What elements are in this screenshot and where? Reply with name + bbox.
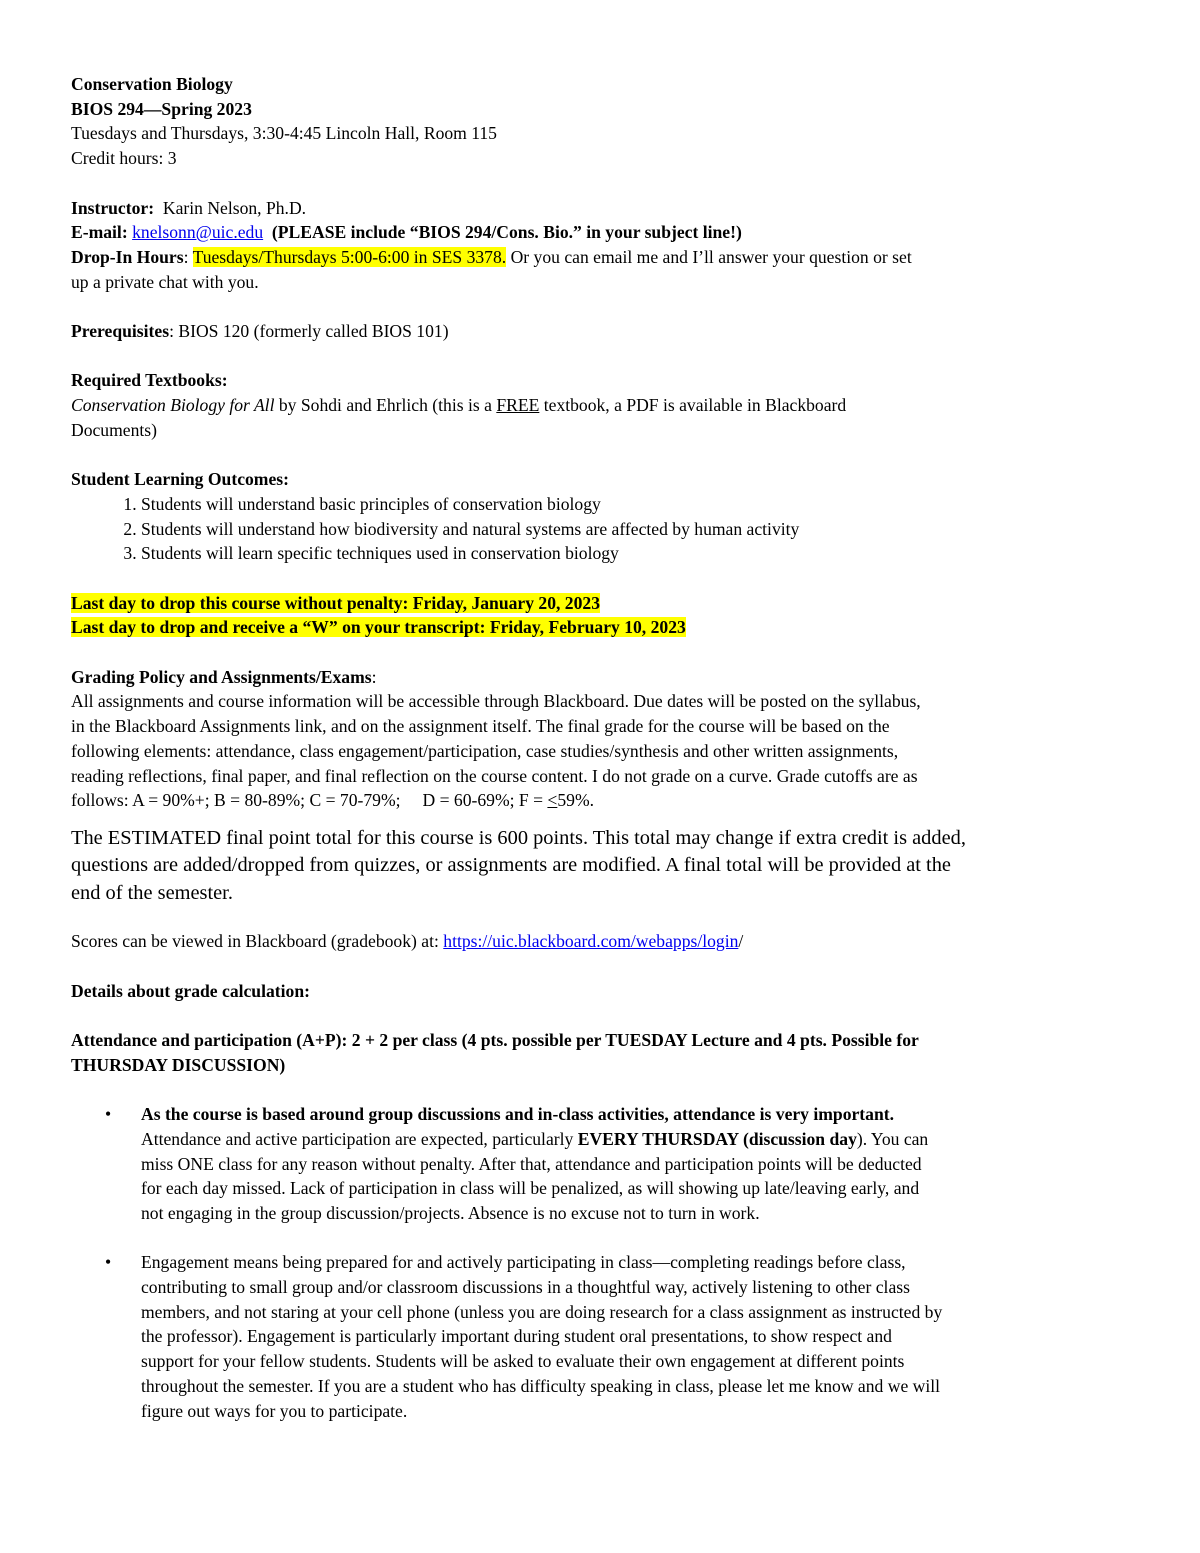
textbook-title: Conservation Biology for All xyxy=(71,395,275,416)
attendance-text xyxy=(141,1127,1131,1152)
attendance-text-a: Attendance and active participation are expected, particularly xyxy=(141,1128,578,1149)
attendance-text: for each day missed. Lack of participation in class will be penalized, as will showing up late/leaving early, and xyxy=(141,1178,920,1199)
estimate-text: questions are added/dropped from quizzes, or assignments are modified. A final total will be provided at the xyxy=(71,854,951,877)
drop-deadline-text: Last day to drop this course without penalty: Friday, January 20, 2023 xyxy=(71,592,600,613)
list-item xyxy=(105,1102,1131,1226)
syllabus-page xyxy=(71,72,1131,1423)
free-label: FREE xyxy=(496,395,540,416)
grading-text: following elements: attendance, class engagement/participation, case studies/synthesis and other written assignments, xyxy=(71,740,899,761)
textbook-text-2: textbook, a PDF is available in Blackboard xyxy=(539,395,847,416)
attendance-heading-2: THURSDAY DISCUSSION) xyxy=(71,1054,286,1075)
list-item xyxy=(105,1250,1131,1423)
grading-label: Grading Policy and Assignments/Exams xyxy=(71,666,372,687)
details-heading: Details about grade calculation: xyxy=(71,980,310,1001)
textbooks-heading: Required Textbooks: xyxy=(71,370,228,391)
outcomes-heading: Student Learning Outcomes: xyxy=(71,469,289,490)
grading-text: All assignments and course information will be accessible through Blackboard. Due dates will be posted on the syllabus, xyxy=(71,691,921,712)
attendance-text: not engaging in the group discussion/projects. Absence is no excuse not to turn in work. xyxy=(141,1202,760,1223)
drop-deadline xyxy=(71,591,1131,616)
attendance-bold: As the course is based around group discussions and in-class activities, attendance is very important. xyxy=(141,1104,895,1125)
engagement-text: support for your fellow students. Students will be asked to evaluate their own engagement at different points xyxy=(141,1351,905,1372)
scores-tail: / xyxy=(738,931,744,952)
email-label: E-mail: xyxy=(71,222,128,243)
grade-cutoffs-text: follows: A = 90%+; B = 80-89%; C = 70-79%; D = 60-69%; F = xyxy=(71,790,548,811)
grading-text: in the Blackboard Assignments link, and on the assignment itself. The final grade for the course will be based on the xyxy=(71,716,890,737)
instructor-name: Karin Nelson, Ph.D. xyxy=(162,197,307,218)
scores-text: Scores can be viewed in Blackboard (gradebook) at: xyxy=(71,931,444,952)
credit-hours: Credit hours: 3 xyxy=(71,148,177,169)
outcomes-list xyxy=(71,492,1131,566)
engagement-text: throughout the semester. If you are a student who has difficulty speaking in class, please let me know and we will xyxy=(141,1375,941,1396)
lte-sign: < xyxy=(547,790,558,811)
bullet-icon: • xyxy=(105,1252,112,1273)
blackboard-link[interactable]: https://uic.blackboard.com/webapps/login xyxy=(443,931,739,952)
hours-line-2: up a private chat with you. xyxy=(71,271,259,292)
hours-highlight: Tuesdays/Thursdays 5:00-6:00 in SES 3378. xyxy=(192,246,507,267)
course-title: Conservation Biology xyxy=(71,74,233,94)
grading-heading xyxy=(71,665,1131,690)
engagement-text: contributing to small group and/or classroom discussions in a thoughtful way, actively listening to other class xyxy=(141,1277,910,1297)
attendance-text-c: ). You can xyxy=(856,1128,929,1149)
grading-text: reading reflections, final paper, and final reflection on the course content. I do not grade on a curve. Grade cutoffs are as xyxy=(71,765,918,786)
estimate-text: The ESTIMATED final point total for this course is 600 points. This total may change if extra credit is added, xyxy=(71,827,966,849)
email-link[interactable]: knelsonn@uic.edu xyxy=(132,222,264,243)
prereq-text: : BIOS 120 (formerly called BIOS 101) xyxy=(169,321,449,341)
estimate-text: end of the semester. xyxy=(71,881,233,904)
hours-label: Drop-In Hours xyxy=(71,246,184,267)
attendance-text: miss ONE class for any reason without penalty. After that, attendance and participation points will be deducted xyxy=(141,1153,922,1174)
textbook-text: by Sohdi and Ehrlich (this is a xyxy=(274,395,497,416)
course-code: BIOS 294—Spring 2023 xyxy=(71,98,252,119)
every-thursday: EVERY THURSDAY (discussion day xyxy=(577,1128,857,1149)
engagement-text: figure out ways for you to participate. xyxy=(141,1400,408,1421)
list-item: 2. Students will understand how biodiversity and natural systems are affected by human activity xyxy=(141,517,1131,542)
grading-colon: : xyxy=(371,666,377,687)
scores-line xyxy=(71,929,1131,954)
instructor-line xyxy=(71,196,1131,221)
list-item: 1. Students will understand basic principles of conservation biology xyxy=(141,492,1131,517)
email-note: (PLEASE include “BIOS 294/Cons. Bio.” in your subject line!) xyxy=(271,222,742,243)
textbook-line xyxy=(71,393,1131,418)
withdraw-deadline-text: Last day to drop and receive a “W” on your transcript: Friday, February 10, 2023 xyxy=(71,617,686,638)
list-item: 3. Students will learn specific techniques used in conservation biology xyxy=(141,541,1131,566)
textbook-line-2: Documents) xyxy=(71,419,157,440)
hours-rest: Or you can email me and I’ll answer your question or set xyxy=(506,246,912,267)
hours-line: Drop-In Hours: Tuesdays/Thursdays 5:00-6:00 in SES 3378. Or you can email me and I’ll answer your question or set xyxy=(71,246,912,267)
course-schedule: Tuesdays and Thursdays, 3:30-4:45 Lincoln Hall, Room 115 xyxy=(71,123,497,144)
attendance-heading: Attendance and participation (A+P): 2 + 2 per class (4 pts. possible per TUESDAY Lecture and 4 pts. Possible for xyxy=(71,1030,919,1050)
grade-cutoffs xyxy=(71,788,1131,813)
withdraw-deadline xyxy=(71,615,1131,640)
prereq-label: Prerequisites xyxy=(71,321,170,341)
engagement-text: Engagement means being prepared for and actively participating in class—completing readings before class, xyxy=(141,1252,906,1273)
prerequisites-line xyxy=(71,319,1131,344)
engagement-text: the professor). Engagement is particularly important during student oral presentations, to show respect and xyxy=(141,1326,892,1347)
instructor-label: Instructor: xyxy=(71,197,155,218)
email-line xyxy=(71,220,1131,245)
bullet-icon: • xyxy=(105,1104,112,1125)
policy-bullets xyxy=(71,1102,1131,1423)
grade-cutoffs-tail: 59%. xyxy=(557,790,594,811)
engagement-text: members, and not staring at your cell phone (unless you are doing research for a class assignment as instructed by xyxy=(141,1301,943,1322)
